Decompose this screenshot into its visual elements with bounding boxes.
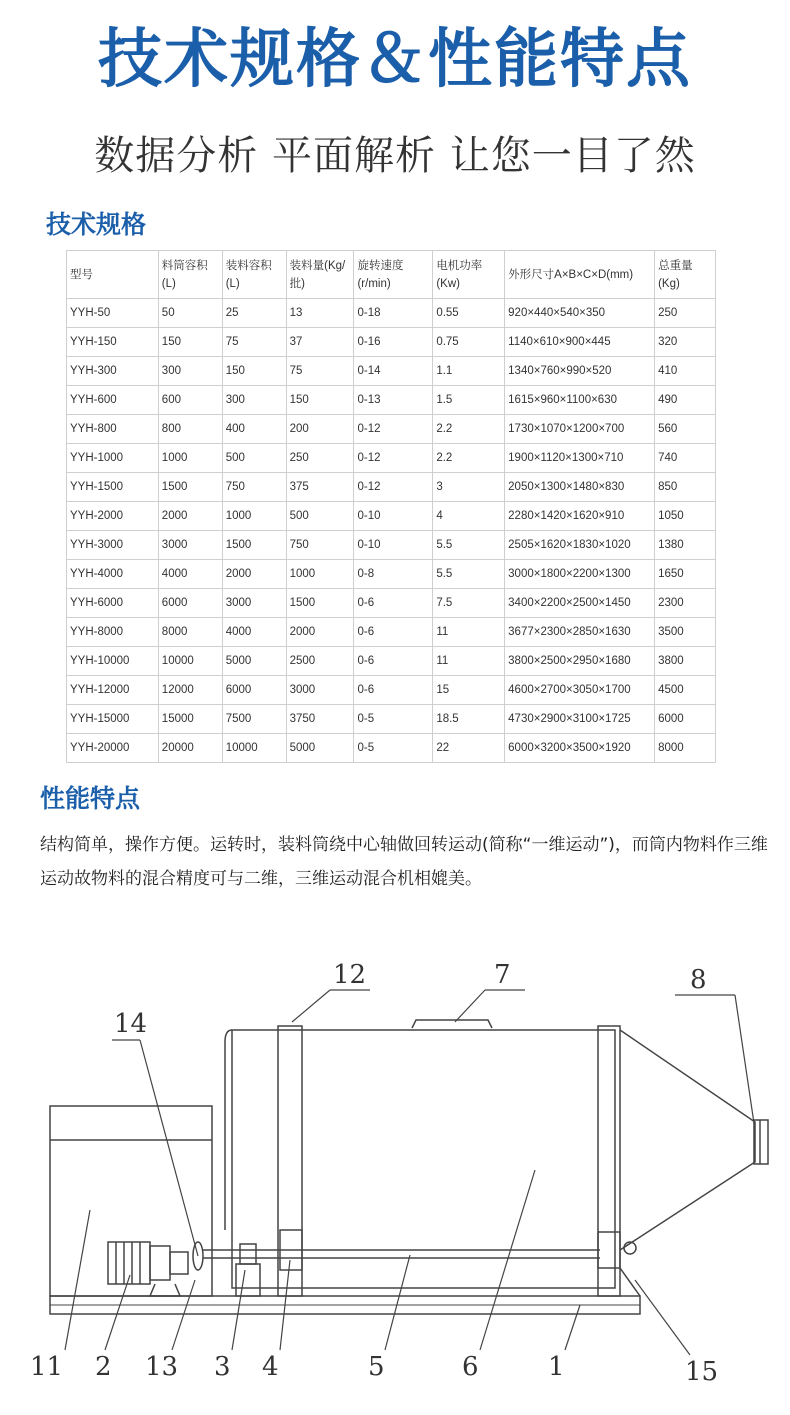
table-cell: YYH-4000	[67, 560, 159, 589]
table-cell: 1000	[286, 560, 354, 589]
table-cell: 2000	[158, 502, 222, 531]
table-cell: 0-6	[354, 676, 433, 705]
table-cell: 400	[222, 415, 286, 444]
table-cell: 6000	[655, 705, 716, 734]
table-cell: 5000	[286, 734, 354, 763]
table-cell: 0.75	[433, 328, 505, 357]
table-cell: 0-13	[354, 386, 433, 415]
table-cell: YYH-10000	[67, 647, 159, 676]
table-cell: 0-5	[354, 734, 433, 763]
spec-section-title: 技术规格	[46, 210, 147, 239]
table-cell: 0-10	[354, 531, 433, 560]
table-cell: 13	[286, 299, 354, 328]
table-row	[67, 328, 716, 357]
table-cell: 3800×2500×2950×1680	[505, 647, 655, 676]
table-cell: 75	[286, 357, 354, 386]
table-cell: 11	[433, 618, 505, 647]
table-cell: YYH-800	[67, 415, 159, 444]
table-cell: 6000	[222, 676, 286, 705]
table-cell: 11	[433, 647, 505, 676]
table-cell: 850	[655, 473, 716, 502]
table-cell: 3750	[286, 705, 354, 734]
table-cell: 2.2	[433, 415, 505, 444]
table-row	[67, 502, 716, 531]
table-cell: 150	[222, 357, 286, 386]
table-cell: 250	[655, 299, 716, 328]
hoop-left	[278, 1026, 302, 1296]
table-cell: YYH-600	[67, 386, 159, 415]
table-cell: 750	[286, 531, 354, 560]
table-cell: 3400×2200×2500×1450	[505, 589, 655, 618]
label-11: 11	[30, 1352, 64, 1382]
table-cell: 20000	[158, 734, 222, 763]
table-cell: 300	[158, 357, 222, 386]
label-4: 4	[262, 1352, 279, 1382]
label-12: 12	[333, 960, 367, 990]
table-cell: 1340×760×990×520	[505, 357, 655, 386]
table-cell: 250	[286, 444, 354, 473]
table-cell: YYH-150	[67, 328, 159, 357]
table-cell: 600	[158, 386, 222, 415]
table-cell: 2280×1420×1620×910	[505, 502, 655, 531]
table-cell: 3	[433, 473, 505, 502]
table-cell: 200	[286, 415, 354, 444]
table-cell: 3000×1800×2200×1300	[505, 560, 655, 589]
table-cell: 320	[655, 328, 716, 357]
table-cell: 560	[655, 415, 716, 444]
table-cell: 1900×1120×1300×710	[505, 444, 655, 473]
table-cell: 3000	[222, 589, 286, 618]
table-cell: 0-6	[354, 589, 433, 618]
discharge-port	[754, 1120, 768, 1164]
label-3: 3	[214, 1352, 231, 1382]
label-6: 6	[462, 1352, 479, 1382]
table-cell: 3677×2300×2850×1630	[505, 618, 655, 647]
table-cell: 3500	[655, 618, 716, 647]
table-cell: 500	[222, 444, 286, 473]
table-cell: 0-5	[354, 705, 433, 734]
table-cell: 75	[222, 328, 286, 357]
table-cell: 1.1	[433, 357, 505, 386]
table-cell: 0-8	[354, 560, 433, 589]
table-cell: 6000	[158, 589, 222, 618]
table-cell: 1050	[655, 502, 716, 531]
table-cell: 5000	[222, 647, 286, 676]
table-row	[67, 734, 716, 763]
table-cell: 0-6	[354, 647, 433, 676]
label-14: 14	[114, 1009, 148, 1039]
table-cell: 10000	[222, 734, 286, 763]
table-cell: YYH-6000	[67, 589, 159, 618]
table-cell: 0-6	[354, 618, 433, 647]
table-cell: 1615×960×1100×630	[505, 386, 655, 415]
table-cell: 0-12	[354, 444, 433, 473]
table-cell: 0-18	[354, 299, 433, 328]
table-cell: 6000×3200×3500×1920	[505, 734, 655, 763]
table-row	[67, 647, 716, 676]
label-7: 7	[494, 960, 511, 990]
table-cell: 2.2	[433, 444, 505, 473]
table-row	[67, 589, 716, 618]
table-cell: 50	[158, 299, 222, 328]
table-cell: 2300	[655, 589, 716, 618]
label-1: 1	[548, 1352, 565, 1382]
table-cell: 8000	[158, 618, 222, 647]
table-cell: 0-14	[354, 357, 433, 386]
table-cell: 0-10	[354, 502, 433, 531]
table-row	[67, 444, 716, 473]
top-hatch	[412, 1020, 492, 1028]
column-header: 旋转速度(r/min)	[354, 251, 433, 299]
spec-header-row	[67, 251, 716, 299]
table-cell: 2500	[286, 647, 354, 676]
column-header: 装料量(Kg/批)	[286, 251, 354, 299]
table-cell: 1380	[655, 531, 716, 560]
table-row	[67, 473, 716, 502]
table-cell: 410	[655, 357, 716, 386]
table-cell: 4000	[222, 618, 286, 647]
table-row	[67, 705, 716, 734]
table-cell: 2000	[286, 618, 354, 647]
table-cell: 0.55	[433, 299, 505, 328]
table-cell: 37	[286, 328, 354, 357]
table-row	[67, 676, 716, 705]
table-cell: 4500	[655, 676, 716, 705]
label-8: 8	[690, 965, 707, 995]
table-row	[67, 415, 716, 444]
hoop-right	[598, 1026, 620, 1296]
table-cell: 1650	[655, 560, 716, 589]
table-cell: YYH-20000	[67, 734, 159, 763]
table-cell: 0-12	[354, 473, 433, 502]
table-cell: 18.5	[433, 705, 505, 734]
table-cell: 10000	[158, 647, 222, 676]
spec-table-body	[67, 299, 716, 763]
table-cell: 3000	[158, 531, 222, 560]
table-cell: 490	[655, 386, 716, 415]
table-row	[67, 531, 716, 560]
table-cell: 7.5	[433, 589, 505, 618]
table-cell: YYH-3000	[67, 531, 159, 560]
label-15: 15	[685, 1357, 719, 1387]
column-header: 料筒容积(L)	[158, 251, 222, 299]
label-5: 5	[368, 1352, 385, 1382]
table-cell: 5.5	[433, 560, 505, 589]
table-row	[67, 560, 716, 589]
column-header: 总重量(Kg)	[655, 251, 716, 299]
performance-description: 结构简单，操作方便。运转时，装料筒绕中心轴做回转运动(简称“一维运动”)，而筒内物料作三维运动故物料的混合精度可与二维，三维运动混合机相媲美。	[40, 835, 768, 889]
table-cell: 25	[222, 299, 286, 328]
table-cell: YYH-2000	[67, 502, 159, 531]
table-cell: 5.5	[433, 531, 505, 560]
performance-section-title: 性能特点	[40, 784, 141, 813]
table-cell: 1730×1070×1200×700	[505, 415, 655, 444]
table-cell: YYH-50	[67, 299, 159, 328]
table-cell: 1.5	[433, 386, 505, 415]
table-cell: 1000	[222, 502, 286, 531]
table-cell: 2050×1300×1480×830	[505, 473, 655, 502]
table-cell: 500	[286, 502, 354, 531]
table-cell: 375	[286, 473, 354, 502]
table-cell: 4600×2700×3050×1700	[505, 676, 655, 705]
page-title: 技术规格＆性能特点	[98, 23, 692, 97]
table-cell: 740	[655, 444, 716, 473]
table-cell: 1500	[158, 473, 222, 502]
spec-table	[66, 250, 716, 763]
table-cell: 920×440×540×350	[505, 299, 655, 328]
page-subtitle: 数据分析 平面解析 让您一目了然	[94, 133, 696, 179]
label-2: 2	[95, 1352, 112, 1382]
table-cell: 2505×1620×1830×1020	[505, 531, 655, 560]
table-row	[67, 299, 716, 328]
table-cell: 300	[222, 386, 286, 415]
table-cell: 3000	[286, 676, 354, 705]
table-cell: YYH-1500	[67, 473, 159, 502]
table-cell: YYH-12000	[67, 676, 159, 705]
table-cell: 1500	[222, 531, 286, 560]
table-cell: 0-16	[354, 328, 433, 357]
table-cell: 7500	[222, 705, 286, 734]
table-cell: 0-12	[354, 415, 433, 444]
column-header: 电机功率(Kw)	[433, 251, 505, 299]
table-cell: 3800	[655, 647, 716, 676]
table-cell: 800	[158, 415, 222, 444]
table-cell: 4730×2900×3100×1725	[505, 705, 655, 734]
table-cell: 2000	[222, 560, 286, 589]
table-cell: 150	[158, 328, 222, 357]
table-cell: 150	[286, 386, 354, 415]
table-cell: 8000	[655, 734, 716, 763]
table-cell: 1500	[286, 589, 354, 618]
label-13: 13	[145, 1352, 179, 1382]
table-cell: 4	[433, 502, 505, 531]
table-cell: 15000	[158, 705, 222, 734]
table-cell: 4000	[158, 560, 222, 589]
table-row	[67, 618, 716, 647]
table-cell: YYH-300	[67, 357, 159, 386]
table-row	[67, 357, 716, 386]
table-cell: 22	[433, 734, 505, 763]
mixer-diagram	[0, 950, 790, 1415]
table-cell: 750	[222, 473, 286, 502]
column-header: 外形尺寸A×B×C×D(mm)	[505, 251, 655, 299]
discharge-cone	[620, 1030, 755, 1250]
table-cell: 1140×610×900×445	[505, 328, 655, 357]
table-cell: 15	[433, 676, 505, 705]
table-cell: YYH-1000	[67, 444, 159, 473]
column-header: 装料容积(L)	[222, 251, 286, 299]
table-cell: YYH-15000	[67, 705, 159, 734]
column-header: 型号	[67, 251, 159, 299]
table-row	[67, 386, 716, 415]
table-cell: 1000	[158, 444, 222, 473]
table-cell: 12000	[158, 676, 222, 705]
table-cell: YYH-8000	[67, 618, 159, 647]
